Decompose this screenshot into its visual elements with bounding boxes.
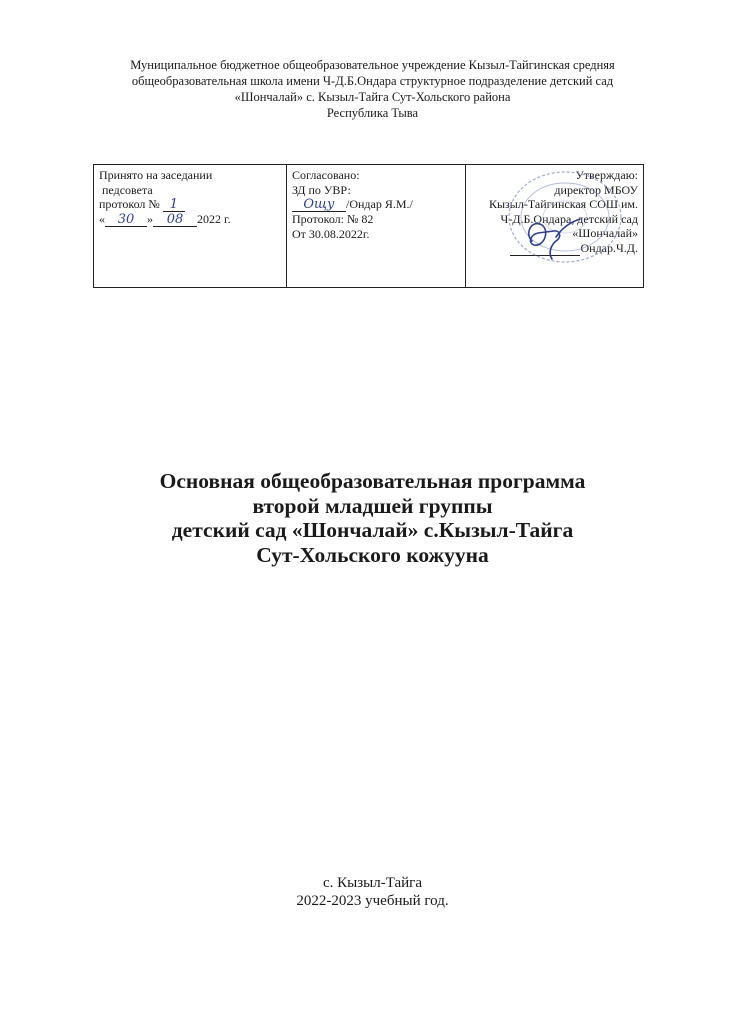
institution-header: [40, 57, 705, 121]
accepted-cell: [94, 165, 287, 288]
approved-line-4: Ч-Д.Б.Ондара, детский сад: [500, 211, 638, 226]
date-year: 2022 г.: [197, 212, 231, 226]
agreed-line-1: Согласовано:: [292, 168, 360, 182]
footer-year: 2022-2023 учебный год.: [296, 893, 449, 909]
protocol-row: [99, 197, 281, 212]
date-month: 08: [153, 213, 197, 227]
header-line-1: Муниципальное бюджетное общеобразовательное учреждение Кызыл-Тайгинская средняя: [130, 58, 615, 72]
title-line-3: детский сад «Шончалай» с.Кызыл-Тайга: [171, 518, 574, 542]
header-line-4: Республика Тыва: [326, 106, 419, 120]
agreed-name: /Ондар Я.М./: [346, 197, 413, 211]
approved-line-5: «Шончалай»: [572, 226, 638, 240]
approved-name: Ондар.Ч.Д.: [580, 240, 638, 255]
header-line-3: «Шончалай» с. Кызыл-Тайга Сут-Хольского района: [234, 90, 511, 104]
agreed-cell: [287, 165, 466, 288]
approved-line-1: Утверждаю:: [575, 168, 638, 182]
title-line-1: Основная общеобразовательная программа: [159, 469, 586, 493]
date-open-quote: «: [99, 212, 105, 226]
approved-cell: [466, 165, 644, 288]
agreed-line-2: ЗД по УВР:: [292, 182, 351, 197]
approved-name-row: [471, 241, 638, 256]
program-title: [40, 469, 705, 567]
accepted-line-1: Принято на заседании: [99, 168, 213, 182]
approval-table: [93, 164, 644, 288]
accepted-line-2: педсовета: [99, 182, 153, 197]
agreed-date: От 30.08.2022г.: [292, 226, 370, 241]
approved-signature-line: [510, 242, 580, 256]
protocol-number: 1: [163, 198, 185, 212]
footer: [40, 874, 705, 910]
title-line-2: второй младшей группы: [252, 493, 493, 518]
approved-line-2: директор МБОУ: [554, 182, 638, 197]
protocol-label: протокол №: [99, 197, 160, 211]
agreed-signature-row: [292, 197, 460, 212]
title-line-4: Сут-Хольского кожууна: [256, 542, 489, 567]
agreed-signature: Ощу: [292, 198, 346, 212]
header-line-2: общеобразовательная школа имени Ч-Д.Б.Ондара структурное подразделение детский сад: [131, 74, 614, 88]
date-day: 30: [105, 213, 147, 227]
date-close-quote: »: [147, 212, 153, 226]
agreed-protocol: Протокол: № 82: [292, 212, 374, 226]
accepted-date-row: [99, 212, 281, 227]
approved-line-3: Кызыл-Тайгинская СОШ им.: [488, 197, 638, 211]
footer-place: с. Кызыл-Тайга: [322, 875, 422, 891]
